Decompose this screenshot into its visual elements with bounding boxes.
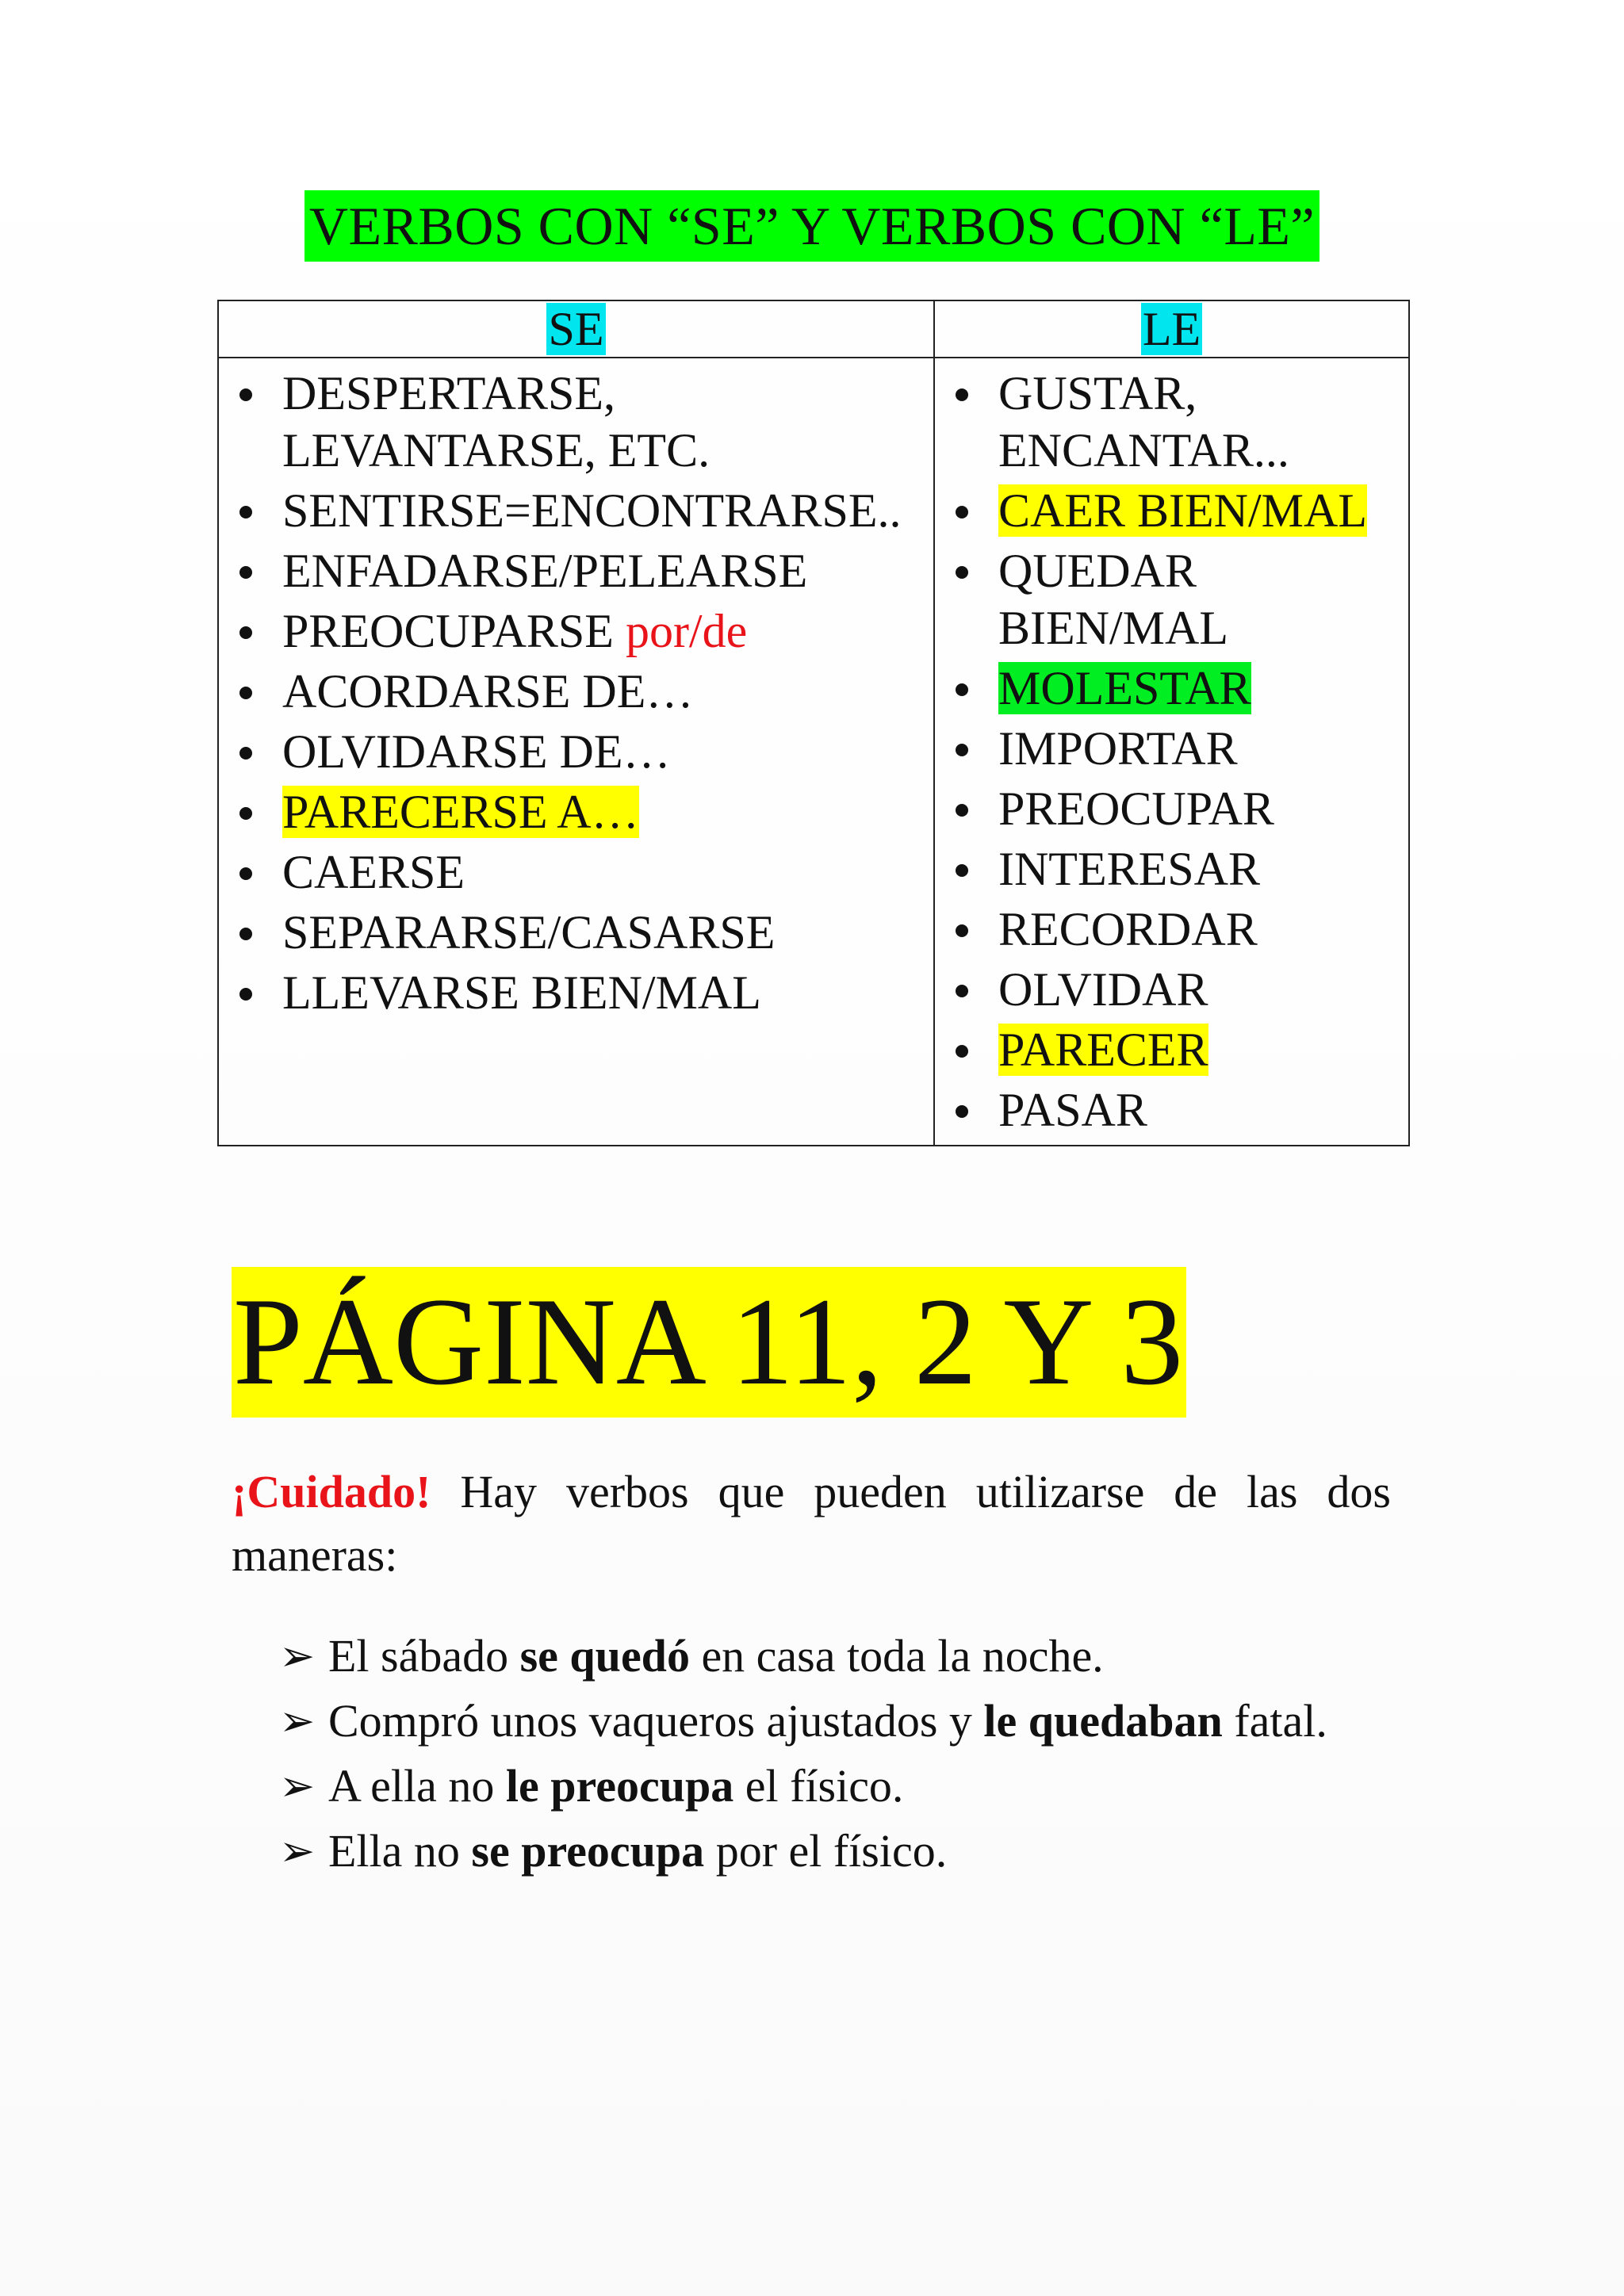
- arrow-bullet-icon: ➢: [279, 1697, 316, 1745]
- le-verb-list: [935, 358, 1408, 1145]
- example-item: [279, 1819, 1391, 1884]
- example-verb: se preocupa: [471, 1825, 705, 1877]
- se-verb-item-label: PARECERSE A…: [282, 786, 639, 838]
- le-verb-item: [935, 365, 1408, 479]
- le-verb-item: [935, 780, 1408, 837]
- arrow-bullet-icon: ➢: [279, 1827, 316, 1875]
- le-verb-item-label: IMPORTAR: [998, 722, 1238, 775]
- example-text-before: A ella no: [328, 1760, 506, 1812]
- header-le-cell: [934, 300, 1409, 358]
- bullet-icon: [956, 985, 968, 997]
- le-verb-item: [935, 1081, 1408, 1138]
- bullet-icon: [956, 388, 968, 401]
- se-verb-item-label: ENFADARSE/PELEARSE: [282, 545, 808, 597]
- bullet-icon: [239, 928, 252, 940]
- se-verb-item: [219, 904, 933, 961]
- le-verb-item: [935, 720, 1408, 777]
- example-text-after: fatal.: [1222, 1695, 1327, 1747]
- example-verb: se quedó: [519, 1630, 690, 1682]
- le-verb-item: [935, 961, 1408, 1018]
- le-verb-item-label: OLVIDAR: [998, 963, 1208, 1016]
- bullet-icon: [239, 807, 252, 820]
- bullet-icon: [956, 506, 968, 519]
- bullet-icon: [956, 804, 968, 817]
- le-verb-item-label: PREOCUPAR: [998, 783, 1274, 835]
- se-column: [218, 358, 934, 1146]
- se-verb-item-label: ACORDARSE DE…: [282, 665, 694, 718]
- le-verb-item-label: PARECER: [998, 1024, 1208, 1076]
- table-header-row: [218, 300, 1409, 358]
- example-text-before: Compró unos vaqueros ajustados y: [328, 1695, 984, 1747]
- le-column: [934, 358, 1409, 1146]
- le-verb-item: [935, 901, 1408, 958]
- le-verb-item-label: PASAR: [998, 1084, 1147, 1136]
- bullet-icon: [239, 687, 252, 699]
- example-item: [279, 1689, 1391, 1754]
- se-verb-item-label: CAERSE: [282, 846, 465, 898]
- se-verb-item-label: PREOCUPARSE: [282, 605, 626, 657]
- se-verb-item-label: SENTIRSE=ENCONTRARSE..: [282, 484, 902, 537]
- se-verb-item: [219, 663, 933, 720]
- le-verb-item-label: QUEDAR BIEN/MAL: [998, 545, 1228, 654]
- title-block: [0, 190, 1624, 262]
- le-verb-item-label: MOLESTAR: [998, 662, 1251, 714]
- se-verb-item-label: SEPARARSE/CASARSE: [282, 906, 776, 959]
- bullet-icon: [239, 747, 252, 760]
- se-verb-item: [219, 482, 933, 539]
- bullet-icon: [239, 566, 252, 579]
- se-verb-item-label: DESPERTARSE, LEVANTARSE, ETC.: [282, 367, 710, 476]
- arrow-bullet-icon: ➢: [279, 1632, 316, 1680]
- se-verb-item: [219, 783, 933, 840]
- bullet-icon: [239, 867, 252, 880]
- se-verb-list: [219, 358, 933, 1027]
- example-text-after: en casa toda la noche.: [689, 1630, 1104, 1682]
- se-verb-item: [219, 542, 933, 599]
- bullet-icon: [956, 744, 968, 756]
- examples-list: [279, 1624, 1391, 1884]
- example-text-after: el físico.: [733, 1760, 904, 1812]
- header-se: SE: [548, 303, 604, 355]
- bullet-icon: [239, 506, 252, 519]
- example-verb: le preocupa: [505, 1760, 734, 1812]
- se-verb-item-label: OLVIDARSE DE…: [282, 725, 671, 778]
- arrow-bullet-icon: ➢: [279, 1762, 316, 1810]
- example-text-after: por el físico.: [704, 1825, 948, 1877]
- se-verb-item-preposition: por/de: [625, 605, 748, 657]
- se-verb-item: [219, 365, 933, 479]
- example-text-before: El sábado: [328, 1630, 520, 1682]
- bullet-icon: [956, 683, 968, 696]
- example-verb: le quedaban: [983, 1695, 1223, 1747]
- example-text-before: Ella no: [328, 1825, 472, 1877]
- le-verb-item-label: CAER BIEN/MAL: [998, 484, 1367, 537]
- se-verb-item: [219, 964, 933, 1021]
- le-verb-item: [935, 482, 1408, 539]
- bullet-icon: [239, 626, 252, 639]
- header-le: LE: [1142, 303, 1201, 355]
- se-verb-item: [219, 603, 933, 660]
- le-verb-item-label: GUSTAR, ENCANTAR...: [998, 367, 1289, 476]
- le-verb-item: [935, 1021, 1408, 1078]
- se-verb-item: [219, 844, 933, 901]
- verbs-table: [217, 300, 1410, 1146]
- warning-paragraph: [232, 1460, 1391, 1587]
- le-verb-item: [935, 660, 1408, 717]
- bullet-icon: [956, 1045, 968, 1058]
- bullet-icon: [956, 924, 968, 937]
- le-verb-item: [935, 542, 1408, 656]
- bullet-icon: [956, 864, 968, 877]
- header-se-cell: [218, 300, 934, 358]
- page-reference-block: [232, 1267, 1186, 1418]
- le-verb-item: [935, 840, 1408, 897]
- bullet-icon: [956, 1105, 968, 1118]
- document-title: VERBOS CON “SE” Y VERBOS CON “LE”: [304, 190, 1320, 262]
- table-body-row: [218, 358, 1409, 1146]
- bullet-icon: [956, 566, 968, 579]
- warning-text: Hay verbos que pueden utilizarse de las dos maneras:: [232, 1466, 1391, 1581]
- example-item: [279, 1754, 1391, 1819]
- se-verb-item: [219, 723, 933, 780]
- bullet-icon: [239, 388, 252, 401]
- example-item: [279, 1624, 1391, 1689]
- le-verb-item-label: INTERESAR: [998, 843, 1260, 895]
- le-verb-item-label: RECORDAR: [998, 903, 1258, 955]
- page-reference: PÁGINA 11, 2 Y 3: [232, 1267, 1186, 1418]
- warning-label: ¡Cuidado!: [232, 1466, 431, 1517]
- se-verb-item-label: LLEVARSE BIEN/MAL: [282, 966, 761, 1019]
- bullet-icon: [239, 988, 252, 1001]
